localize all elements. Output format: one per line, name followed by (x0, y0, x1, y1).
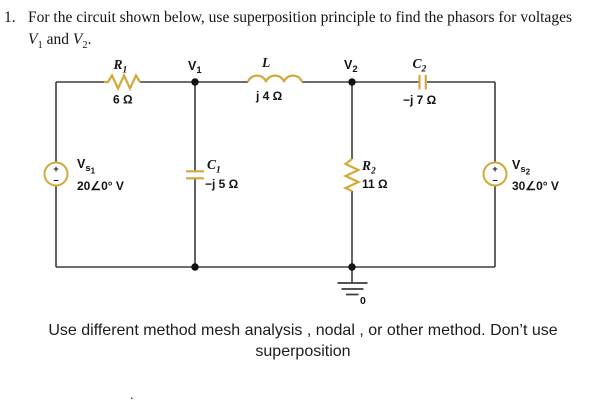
v1-subscript: 1 (37, 40, 43, 52)
resistor-r2-label: $R_2$ (362, 158, 376, 177)
resistor-r1-value: 6 Ω (113, 92, 133, 107)
node-bottom-right-dot (348, 263, 355, 270)
resistor-r1-zigzag-icon (104, 76, 140, 89)
inductor-l (248, 55, 302, 103)
vs2-label: $V_{s2}$ (512, 158, 531, 177)
resistor-r2-zigzag-icon (346, 159, 359, 191)
sentence-period: . (87, 31, 92, 48)
v1-symbol: V (28, 31, 38, 48)
capacitor-c2-plates-icon (420, 75, 426, 90)
node-v2-dot (348, 78, 355, 85)
capacitor-c2-value: −j 7 Ω (403, 93, 437, 107)
instruction-note (0, 320, 606, 362)
capacitor-c1-label: $C_1$ (207, 157, 221, 176)
vs2-plus-sign: + (492, 164, 498, 175)
vs2-minus-sign: − (492, 175, 498, 187)
node-v2-label: $V_2$ (344, 58, 358, 75)
vs1-plus-sign: + (53, 164, 59, 175)
conjunction: and (42, 31, 73, 48)
vs1-value: 20∠0° V (77, 179, 124, 193)
resistor-r1-label: $R_1$ (113, 57, 128, 76)
v2-subscript: 2 (82, 40, 88, 52)
node-v1-label: $V_1$ (188, 59, 202, 76)
instruction-line2: superposition (255, 343, 351, 360)
stray-period: . (130, 388, 134, 403)
inductor-l-value: j 4 Ω (256, 89, 283, 103)
capacitor-c1-value: −j 5 Ω (205, 177, 239, 191)
resistor-r2-value: 11 Ω (362, 177, 388, 191)
node-bottom-left-dot (191, 263, 198, 270)
vs1-label: $V_{s1}$ (77, 157, 96, 176)
ground-symbol (338, 283, 368, 307)
ground-icon (338, 283, 368, 295)
problem-line1: For the circuit shown below, use superposition principle to find the phasors for voltages (28, 9, 572, 26)
node-v1-dot (191, 78, 198, 85)
resistor-r1 (104, 57, 140, 107)
inductor-l-coil-icon (248, 76, 302, 82)
instruction-line1: Use different method mesh analysis , nodal , or other method. Don’t use (48, 322, 558, 339)
vs1-minus-sign: − (53, 175, 59, 187)
ground-label: 0 (360, 295, 366, 307)
capacitor-c1 (186, 157, 239, 191)
problem-number: 1. (4, 9, 16, 26)
capacitor-c1-plates-icon (186, 171, 204, 178)
v2-symbol: V (72, 31, 83, 48)
capacitor-c2-label: $C_2$ (412, 56, 427, 75)
resistor-r2 (346, 158, 389, 191)
vs2-value: 30∠0° V (512, 179, 559, 193)
inductor-l-label: L (262, 55, 271, 70)
